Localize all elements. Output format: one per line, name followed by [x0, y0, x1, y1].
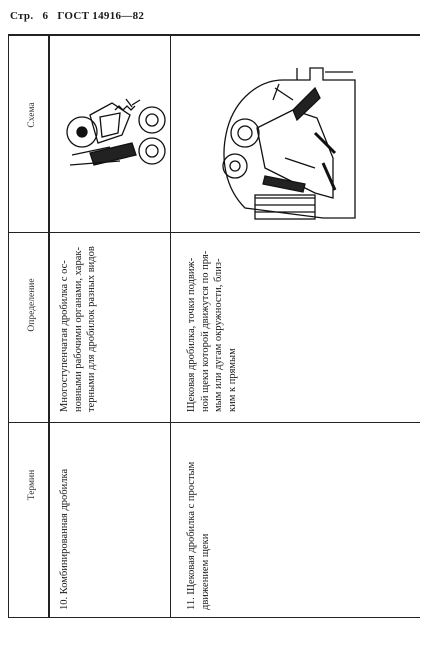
row11-term-line-1: 11. Щековая дробилка с простым: [186, 461, 197, 610]
header-rule: [8, 34, 420, 36]
row11-def-line-4: ким к прямым: [226, 348, 238, 412]
column-header-scheme: [26, 60, 39, 170]
row11-term-line-2: движением щеки: [199, 533, 211, 610]
row-divider: [170, 34, 171, 618]
pivot-circle: [223, 154, 247, 178]
bottom-rule: [8, 617, 420, 618]
page-label: Стр.: [10, 10, 34, 22]
column-header-definition: [26, 250, 39, 360]
flywheel-circle: [231, 119, 259, 147]
row10-def-line-2: новными рабочими органами, харак-: [72, 247, 84, 412]
column-header-definition-label: Определение: [27, 278, 37, 332]
row11-definition: [185, 237, 239, 412]
row11-term: [185, 410, 212, 610]
row10-term-text: 10. Комбинированная дробилка: [59, 468, 70, 610]
row10-definition: [58, 237, 99, 412]
roll-circle-lower: [139, 138, 165, 164]
column-header-term-label: Термин: [27, 469, 37, 501]
row10-def-line-3: терными для дробилок разных видов: [86, 246, 97, 412]
page-number: 6: [42, 10, 49, 22]
row11-def-line-1: Щековая дробилка, точки подвиж-: [186, 257, 197, 412]
column-header-divider: [48, 34, 50, 618]
row10-def-line-1: Многоступенчатая дробилка с ос-: [59, 260, 70, 412]
row11-def-line-2: ной щеки которой движутся по пря-: [199, 250, 211, 412]
row11-def-line-3: мым или дугам окружности, близ-: [213, 258, 224, 412]
roll-circle-upper: [139, 107, 165, 133]
page-header: [10, 10, 150, 22]
row-divider-scheme: [8, 232, 420, 233]
column-header-scheme-label: Схема: [27, 102, 37, 128]
row10-scheme-drawing: [60, 95, 170, 185]
standard-number: ГОСТ 14916—82: [57, 10, 145, 22]
column-header-term: [26, 430, 39, 540]
col-divider-1: [8, 34, 9, 618]
row11-scheme-drawing: [205, 58, 415, 223]
row10-term: [58, 410, 72, 610]
